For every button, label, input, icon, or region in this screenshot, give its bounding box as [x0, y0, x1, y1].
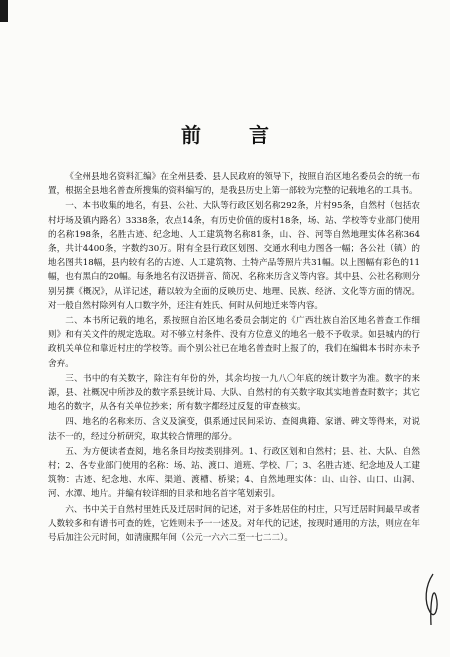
page-title: 前 言	[181, 123, 283, 147]
paragraph-intro: 《全州县地名资料汇编》在全州县委、县人民政府的领导下，按照自治区地名委员会的统一布置，根据全县地名普查所搜集的资料编写的，是我县历史上第一部较为完整的记载地名的工具书。	[48, 172, 420, 197]
paragraph-5: 五、为方便读者查阅，地名条目均按类别排列。1、行政区划和自然村；县、社、大队、自然村；2、各专业部门使用的名称：场、站、渡口、道班、学校、厂；3、名胜古迹、纪念地及人工建筑物：古迹、纪念地、水库、渠道、渡槽、桥梁；4、自然地理实体：山、山谷、山口、山洞、河、水潭、地片。并编有较详细的目录和地名首字笔划索引。	[48, 446, 420, 500]
preface-body	[48, 170, 420, 546]
paragraph-3: 三、书中的有关数字，除注有年份的外，其余均按一九八〇年底的统计数字为准。数字的来源，县、社概况中所涉及的数字系县统计局、大队、自然村的有关数字取其实地普查时数字；其它地名的数字，从各有关单位抄来；所有数字都经过反复的审查核实。	[48, 373, 420, 413]
paragraph-1: 一、本书收集的地名，有县、公社、大队等行政区划名称292条，片村95条，自然村（包括农村圩场及镇内路名）3338条，农点14条，有历史价值的废村18条，场、站、学校等专业部门使用的名称198条，名胜古迹、纪念地、人工建筑物名称81条，山、谷、河等自然地理实体名称364条，共计4400条，字数约30万。附有全县行政区划图、交通水利电力图各一幅；各公社（镇）的地名图共18幅，县内较有名的古迹、人工建筑物、土特产品等照片共31幅。以上图幅有彩色的11幅，也有黑白的20幅。每条地名有汉语拼音、简况、名称来历含义等内容。其中县、公社名称则分别另撰《概况》，从详记述，藉以较为全面的反映历史、地理、民族、经济、文化等方面的情况。对一般自然村除列有人口数字外，还注有姓氏、何时从何地迁来等内容。	[48, 201, 420, 311]
paragraph-4: 四、地名的名称来历、含义及演变，俱系通过民间采访、查阅典籍、家谱、碑文等得来，对说法不一的，经过分析研究，取其较合情理的部分。	[48, 417, 420, 442]
scan-edge-mark	[0, 0, 8, 22]
paragraph-6: 六、书中关于自然村里姓氏及迁居时间的记述，对于多姓居住的村庄，只写迁居时间最早或者人数较多和有谱书可查的姓，它姓则未予一一述及。对年代的记述，按现时通用的方法，则应在年号后加注公元时间，如清康熙年间（公元一六六二至一七二二）。	[48, 504, 420, 544]
paragraph-2: 二、本书所记载的地名，系按照自治区地名委员会制定的《广西壮族自治区地名普查工作细则》和有关文件的规定选取。对不够立村条件、没有方位意义的地名一般不予收录。如县城内的行政机关单位和靠近村庄的学校等。而个别公社已在地名普查时上报了的，我们在编辑本书时亦未予舍弃。	[48, 316, 420, 369]
handwritten-mark	[421, 572, 443, 627]
